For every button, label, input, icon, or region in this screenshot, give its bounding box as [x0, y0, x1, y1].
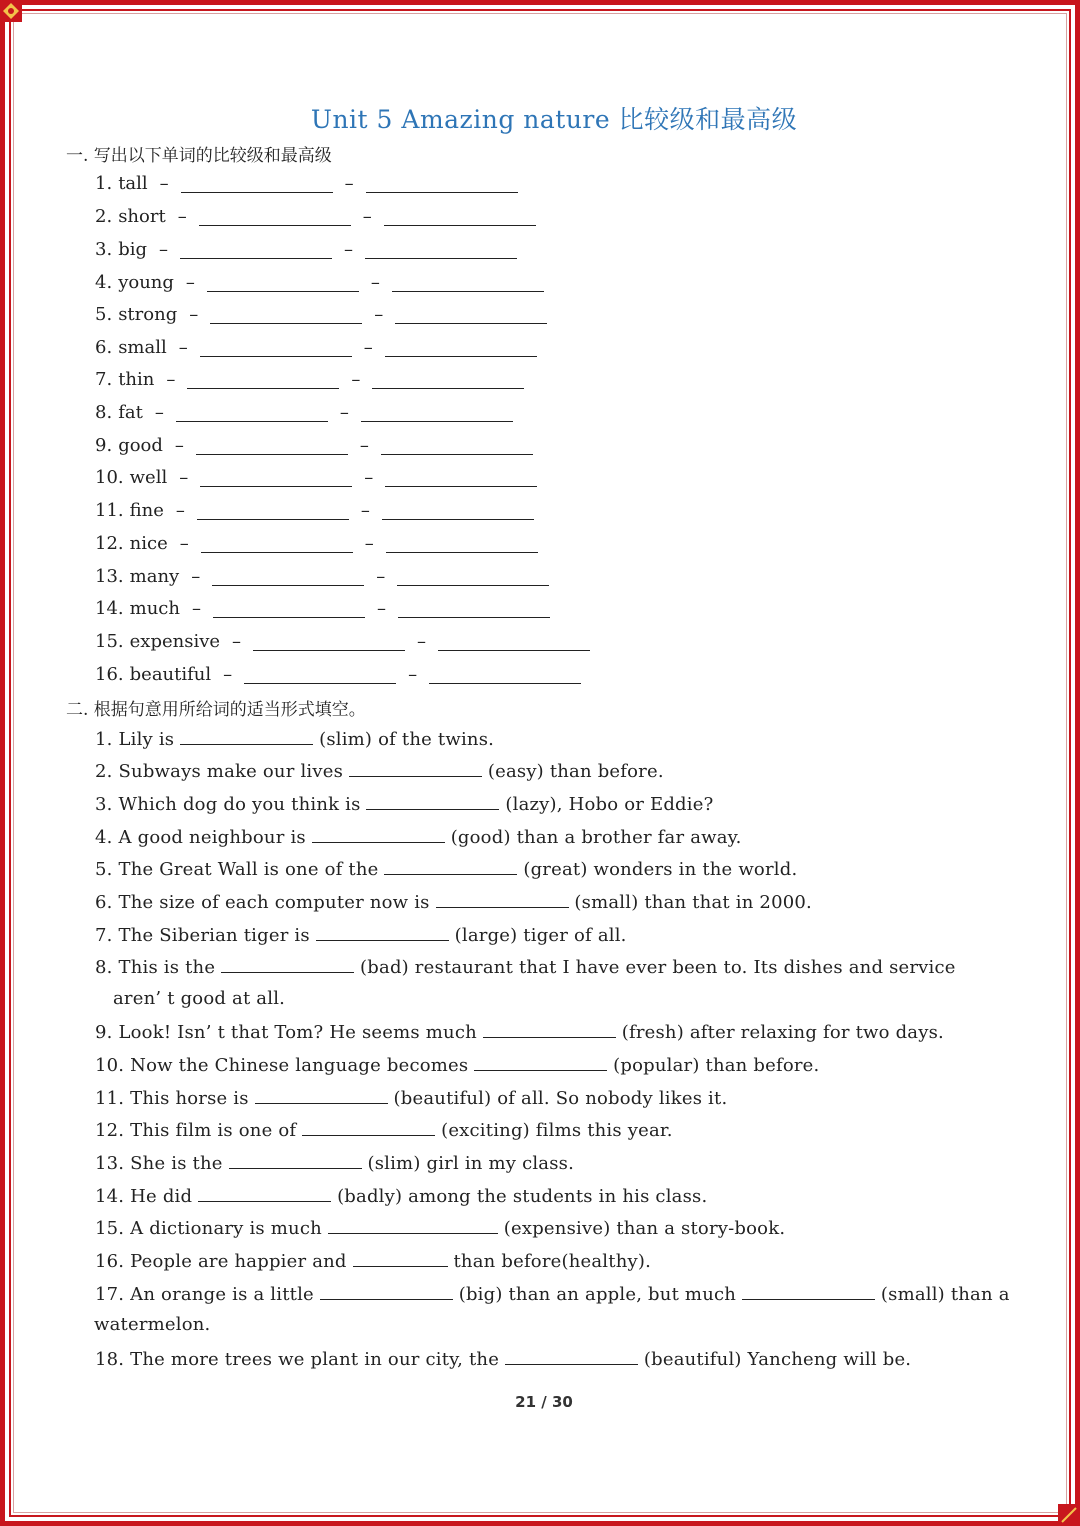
sentence-text-after: (lazy), Hobo or Eddie? [499, 794, 714, 815]
answer-blank[interactable] [302, 1118, 435, 1136]
sentence-text-after: (big) than an apple, but much [452, 1284, 742, 1305]
answer-blank[interactable] [221, 955, 354, 973]
answer-blank-comparative[interactable] [201, 534, 353, 553]
answer-blank-comparative[interactable] [200, 468, 352, 487]
answer-blank-superlative[interactable] [366, 174, 518, 193]
answer-blank-comparative[interactable] [181, 174, 333, 193]
answer-blank-superlative[interactable] [438, 632, 590, 651]
word-text: strong [118, 303, 178, 325]
answer-blank[interactable] [320, 1282, 453, 1300]
page-title: Unit 5 Amazing nature 比较级和最高级 [310, 105, 798, 134]
dash: – [364, 532, 374, 554]
sentence-item [95, 825, 742, 848]
dash: – [232, 630, 242, 652]
sentence-text-after: (popular) than before. [607, 1055, 820, 1076]
word-text: fine [129, 499, 164, 521]
dash: – [351, 368, 361, 390]
answer-blank[interactable] [180, 727, 313, 745]
word-row [95, 627, 590, 655]
sentence-text-before: 13. She is the [95, 1153, 229, 1174]
dash: – [189, 303, 199, 325]
dash: – [175, 499, 185, 521]
answer-blank-comparative[interactable] [180, 240, 332, 259]
sentence-text-after: than before(healthy). [447, 1251, 651, 1272]
sentence-text-after: (fresh) after relaxing for two days. [615, 1022, 944, 1043]
word-row [95, 300, 547, 328]
dash: – [191, 597, 201, 619]
answer-blank[interactable] [436, 890, 569, 908]
answer-blank-superlative[interactable] [384, 207, 536, 226]
word-number: 1. [95, 172, 113, 194]
sentence-item [95, 1053, 819, 1076]
sentence-item [95, 955, 956, 978]
word-number: 14. [95, 597, 124, 619]
sentence-item [95, 759, 664, 782]
sentence-item [95, 1249, 651, 1272]
word-row [95, 463, 537, 491]
dash: – [360, 499, 370, 521]
answer-blank-comparative[interactable] [200, 338, 352, 357]
word-text: thin [118, 368, 155, 390]
dash: – [159, 172, 169, 194]
sentence-item [95, 1151, 574, 1174]
word-number: 11. [95, 499, 124, 521]
word-number: 5. [95, 303, 113, 325]
dash: – [177, 205, 187, 227]
word-text: nice [129, 532, 168, 554]
sentence-text-before: 5. The Great Wall is one of the [95, 859, 385, 880]
word-row [95, 268, 544, 296]
dash: – [191, 565, 201, 587]
word-number: 2. [95, 205, 113, 227]
sentence-text-before: 10. Now the Chinese language becomes [95, 1055, 475, 1076]
word-number: 8. [95, 401, 113, 423]
word-text: big [118, 238, 147, 260]
dash: – [154, 401, 164, 423]
page-current: 21 [515, 1393, 537, 1411]
dash: – [166, 368, 176, 390]
answer-blank[interactable] [366, 792, 499, 810]
answer-blank[interactable] [384, 857, 517, 875]
page-separator: / [541, 1393, 547, 1411]
corner-ornament-icon [1058, 1504, 1080, 1526]
sentence-text-after: (beautiful) Yancheng will be. [637, 1349, 912, 1370]
word-row [95, 202, 536, 230]
word-number: 12. [95, 532, 124, 554]
sentence-text-before: 4. A good neighbour is [95, 827, 312, 848]
sentence-text-before: 2. Subways make our lives [95, 761, 349, 782]
sentence-text-after: (beautiful) of all. So nobody likes it. [387, 1088, 728, 1109]
answer-blank-comparative[interactable] [210, 305, 362, 324]
answer-blank[interactable] [474, 1053, 607, 1071]
sentence-text-before: 16. People are happier and [95, 1251, 353, 1272]
dash: – [185, 271, 195, 293]
word-row [95, 235, 517, 263]
word-number: 9. [95, 434, 113, 456]
word-row [95, 333, 537, 361]
dash: – [178, 336, 188, 358]
word-text: much [129, 597, 180, 619]
answer-blank-superlative[interactable] [385, 338, 537, 357]
word-number: 6. [95, 336, 113, 358]
sentence-item [95, 1184, 707, 1207]
answer-blank-superlative[interactable] [429, 665, 581, 684]
answer-blank-superlative[interactable] [365, 240, 517, 259]
sentence-text-after: (small) than that in 2000. [568, 892, 812, 913]
sentence-text-before: 14. He did [95, 1186, 199, 1207]
answer-blank-superlative[interactable] [398, 599, 550, 618]
sentence-text-before: 9. Look! Isn’ t that Tom? He seems much [95, 1022, 483, 1043]
word-text: beautiful [129, 663, 212, 685]
sentence-item [95, 727, 494, 750]
answer-blank-superlative[interactable] [395, 305, 547, 324]
answer-blank[interactable] [229, 1151, 362, 1169]
word-text: expensive [129, 630, 221, 652]
dash: – [223, 663, 233, 685]
dash: – [359, 434, 369, 456]
answer-blank[interactable] [349, 759, 482, 777]
page-number [0, 1393, 1080, 1411]
answer-blank-comparative[interactable] [187, 370, 339, 389]
word-row [95, 660, 581, 688]
dash: – [374, 303, 384, 325]
sentence-text-after: (slim) girl in my class. [361, 1153, 575, 1174]
word-row [95, 594, 550, 622]
answer-blank[interactable] [505, 1347, 638, 1365]
word-number: 3. [95, 238, 113, 260]
sentence-text-before: 11. This horse is [95, 1088, 255, 1109]
sentence-text-after: (expensive) than a story-book. [497, 1218, 786, 1239]
sentence-text-before: 15. A dictionary is much [95, 1218, 328, 1239]
word-row [95, 562, 549, 590]
sentence-item [95, 1118, 673, 1141]
answer-blank-comparative[interactable] [199, 207, 351, 226]
section2-heading: 二. 根据句意用所给词的适当形式填空。 [66, 700, 366, 720]
dash: – [376, 597, 386, 619]
word-row [95, 431, 533, 459]
dash: – [159, 238, 168, 260]
sentence-item [95, 1020, 944, 1043]
word-number: 15. [95, 630, 124, 652]
answer-blank[interactable] [316, 923, 449, 941]
sentence-item [95, 923, 627, 946]
sentence-text-after: (good) than a brother far away. [444, 827, 742, 848]
sentence-text-before: 17. An orange is a little [95, 1284, 320, 1305]
corner-ornament-icon [0, 0, 22, 22]
dash: – [408, 663, 418, 685]
dash: – [174, 434, 184, 456]
answer-blank-superlative[interactable] [372, 370, 524, 389]
answer-blank-superlative[interactable] [382, 501, 534, 520]
sentence-text-before: 6. The size of each computer now is [95, 892, 436, 913]
word-text: small [118, 336, 167, 358]
dash: – [370, 271, 380, 293]
sentence-text-before: 1. Lily is [95, 729, 181, 750]
answer-blank[interactable] [328, 1216, 498, 1234]
answer-blank-comparative[interactable] [212, 567, 364, 586]
word-row [95, 529, 538, 557]
word-number: 13. [95, 565, 124, 587]
word-number: 7. [95, 368, 113, 390]
sentence-text-before: 8. This is the [95, 957, 222, 978]
word-number: 16. [95, 663, 124, 685]
word-text: good [118, 434, 163, 456]
answer-blank-superlative[interactable] [361, 403, 513, 422]
dash: – [417, 630, 427, 652]
answer-blank-comparative[interactable] [213, 599, 365, 618]
answer-blank-superlative[interactable] [386, 534, 538, 553]
answer-blank[interactable] [312, 825, 445, 843]
answer-blank-superlative[interactable] [397, 567, 549, 586]
sentence-item [95, 1086, 727, 1109]
word-row [95, 365, 524, 393]
sentence-text-before: 7. The Siberian tiger is [95, 925, 316, 946]
sentence-item [95, 1347, 911, 1370]
answer-blank-comparative[interactable] [197, 501, 349, 520]
word-text: young [118, 271, 174, 293]
answer-blank[interactable] [198, 1184, 331, 1202]
answer-blank-comparative[interactable] [196, 436, 348, 455]
sentence-text-before: 12. This film is one of [95, 1120, 303, 1141]
sentence-item [95, 857, 797, 880]
sentence-text-after: (easy) than before. [481, 761, 664, 782]
word-text: tall [118, 172, 148, 194]
answer-blank-superlative[interactable] [381, 436, 533, 455]
dash: – [362, 205, 372, 227]
sentence-text-after: (slim) of the twins. [313, 729, 495, 750]
answer-blank-comparative[interactable] [253, 632, 405, 651]
sentence-item [95, 1282, 1010, 1305]
sentence-text-after2: (small) than a [874, 1284, 1010, 1305]
word-text: well [129, 466, 168, 488]
sentence-item [95, 792, 713, 815]
page-total: 30 [551, 1393, 573, 1411]
sentence-text-after: (large) tiger of all. [448, 925, 627, 946]
sentence-text-after: (great) wonders in the world. [517, 859, 798, 880]
answer-blank-comparative[interactable] [207, 273, 359, 292]
dash: – [364, 466, 374, 488]
answer-blank[interactable] [353, 1249, 448, 1267]
dash: – [339, 401, 349, 423]
word-text: many [129, 565, 180, 587]
answer-blank-comparative[interactable] [176, 403, 328, 422]
word-text: fat [118, 401, 143, 423]
answer-blank-superlative[interactable] [385, 468, 537, 487]
word-text: short [118, 205, 166, 227]
sentence-text-before: 18. The more trees we plant in our city, the [95, 1349, 505, 1370]
dash: – [344, 238, 353, 260]
sentence-text-before: 3. Which dog do you think is [95, 794, 367, 815]
dash: – [179, 466, 189, 488]
word-number: 10. [95, 466, 124, 488]
sentence-text-after: (exciting) films this year. [435, 1120, 673, 1141]
answer-blank[interactable] [742, 1282, 875, 1300]
dash: – [363, 336, 373, 358]
answer-blank-superlative[interactable] [392, 273, 544, 292]
sentence-text-after: (bad) restaurant that I have ever been to. Its dishes and service [354, 957, 956, 978]
answer-blank[interactable] [255, 1086, 388, 1104]
dash: – [179, 532, 189, 554]
sentence-continuation: aren’ t good at all. [113, 988, 286, 1009]
answer-blank[interactable] [483, 1020, 616, 1038]
sentence-continuation: watermelon. [94, 1314, 211, 1335]
word-row [95, 398, 513, 426]
word-row [95, 496, 534, 524]
section1-heading: 一. 写出以下单词的比较级和最高级 [66, 146, 332, 166]
answer-blank-comparative[interactable] [244, 665, 396, 684]
word-row [95, 169, 518, 197]
word-number: 4. [95, 271, 113, 293]
dash: – [376, 565, 386, 587]
dash: – [344, 172, 354, 194]
sentence-text-after: (badly) among the students in his class. [331, 1186, 708, 1207]
sentence-item [95, 890, 812, 913]
sentence-item [95, 1216, 785, 1239]
